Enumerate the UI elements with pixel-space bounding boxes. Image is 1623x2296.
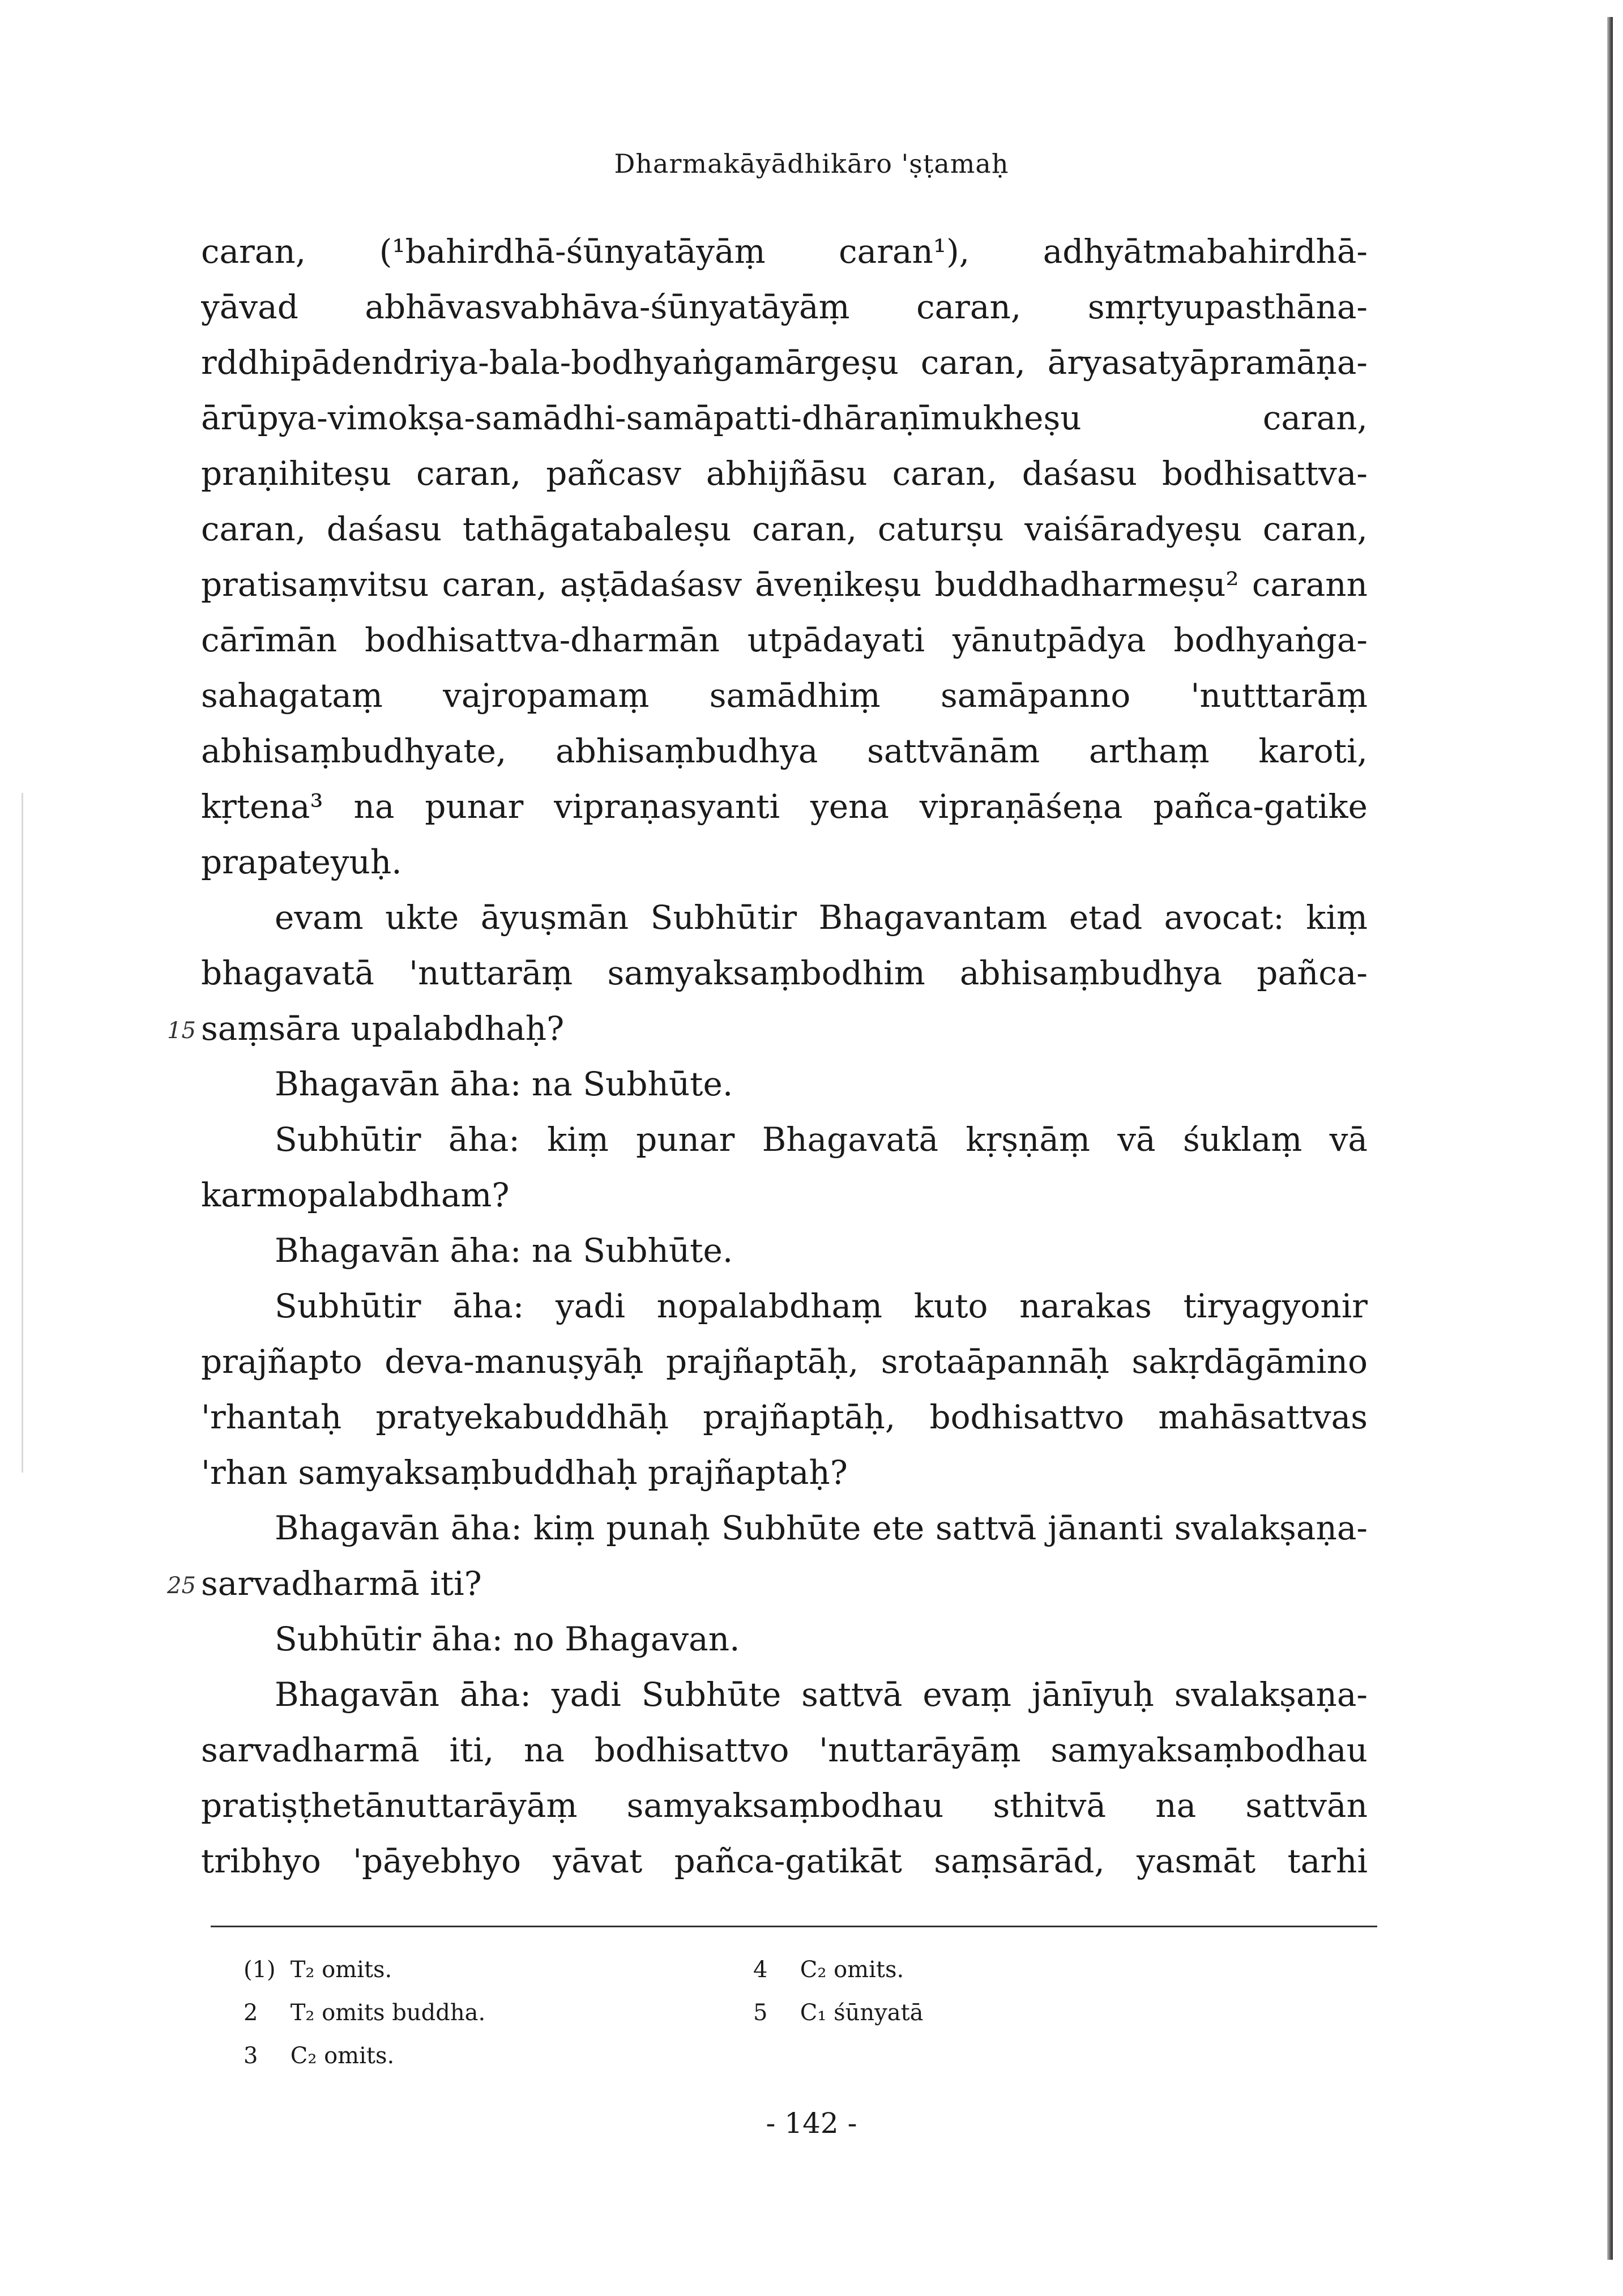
text-line: evam ukte āyuṣmān Subhūtir Bhagavantam etad avocat: kiṃ [275, 898, 1368, 937]
footnote: 4 C₂ omits. [753, 1957, 904, 1983]
text-line: sahagataṃ vajropamaṃ samādhiṃ samāpanno 'nutttarāṃ [201, 676, 1368, 715]
text-line: caran, daśasu tathāgatabaleṣu caran, caturṣu vaiśāradyeṣu caran, [201, 510, 1368, 548]
text-line: bhagavatā 'nuttarāṃ samyaksaṃbodhim abhisaṃbudhya pañca- [201, 954, 1368, 992]
text-line: sarvadharmā iti, na bodhisattvo 'nuttarāyāṃ samyaksaṃbodhau [201, 1731, 1368, 1769]
text-line: pratiṣṭhetānuttarāyāṃ samyaksaṃbodhau sthitvā na sattvān [201, 1786, 1368, 1825]
text-line: caran, (¹bahirdhā-śūnyatāyāṃ caran¹), adhyātmabahirdhā- [201, 232, 1368, 271]
footnote: 5 C₁ śūnyatā [753, 2000, 924, 2026]
body-text [167, 224, 1368, 1889]
text-line: Bhagavān āha: na Subhūte. [275, 1231, 733, 1270]
footnotes-right [753, 1948, 1263, 2077]
text-line: kṛtena³ na punar vipraṇasyanti yena vipraṇāśeṇa pañca-gatike [201, 787, 1368, 826]
footnote: 3 C₂ omits. [244, 2043, 395, 2069]
text-line: Bhagavān āha: yadi Subhūte sattvā evaṃ jānīyuḥ svalakṣaṇa- [275, 1675, 1368, 1714]
text-line: Subhūtir āha: no Bhagavan. [275, 1620, 740, 1658]
text-line: 'rhantaḥ pratyekabuddhāḥ prajñaptāḥ, bodhisattvo mahāsattvas [201, 1398, 1368, 1436]
text-line: karmopalabdham? [201, 1176, 510, 1214]
text-line: Bhagavān āha: kiṃ punaḥ Subhūte ete sattvā jānanti svalakṣaṇa- [275, 1509, 1368, 1547]
text-line: Subhūtir āha: kiṃ punar Bhagavatā kṛṣṇāṃ vā śuklaṃ vā [275, 1120, 1368, 1159]
text-line: 25 sarvadharmā iti? [201, 1556, 1368, 1611]
text-line: 15 saṃsāra upalabdhaḥ? [201, 1001, 1368, 1056]
text-line: pratisaṃvitsu caran, aṣṭādaśasv āveṇikeṣu buddhadharmeṣu² carann [201, 565, 1368, 604]
footnotes-left [244, 1948, 753, 2077]
line-number: 15 [167, 1018, 196, 1044]
page-number: - 142 - [766, 2107, 857, 2140]
text-line: rddhipādendriya-bala-bodhyaṅgamārgeṣu caran, āryasatyāpramāṇa- [201, 343, 1368, 382]
text-line: abhisaṃbudhyate, abhisaṃbudhya sattvānām arthaṃ karoti, [201, 732, 1368, 770]
text-line: ārūpya-vimokṣa-samādhi-samāpatti-dhāraṇīmukheṣu caran, [201, 399, 1368, 437]
footnote-rule [211, 1926, 1377, 1927]
text-line: cārīmān bodhisattva-dharmān utpādayati yānutpādya bodhyaṅga- [201, 621, 1368, 659]
text-line: yāvad abhāvasvabhāva-śūnyatāyāṃ caran, smṛtyupasthāna- [201, 288, 1368, 326]
text-line: praṇihiteṣu caran, pañcasv abhijñāsu caran, daśasu bodhisattva- [201, 454, 1368, 493]
scan-edge-right [1607, 17, 1613, 2260]
running-header: Dharmakāyādhikāro 'ṣṭamaḥ [614, 148, 1009, 179]
footnote: 2 T₂ omits buddha. [244, 2000, 486, 2026]
text-line: Subhūtir āha: yadi nopalabdhaṃ kuto narakas tiryagyonir [275, 1287, 1368, 1325]
text-line: 'rhan samyaksaṃbuddhaḥ prajñaptaḥ? [201, 1453, 848, 1492]
line-number: 25 [167, 1573, 196, 1599]
text-line: prajñapto deva-manuṣyāḥ prajñaptāḥ, srotaāpannāḥ sakṛdāgāmino [201, 1342, 1368, 1381]
scan-edge-left [22, 793, 23, 1473]
text-line: prapateyuḥ. [201, 843, 402, 881]
text-line: Bhagavān āha: na Subhūte. [275, 1065, 733, 1103]
footnotes [244, 1948, 1263, 2077]
text-line: tribhyo 'pāyebhyo yāvat pañca-gatikāt saṃsārād, yasmāt tarhi [201, 1842, 1368, 1880]
footnote: (1) T₂ omits. [244, 1957, 392, 1983]
